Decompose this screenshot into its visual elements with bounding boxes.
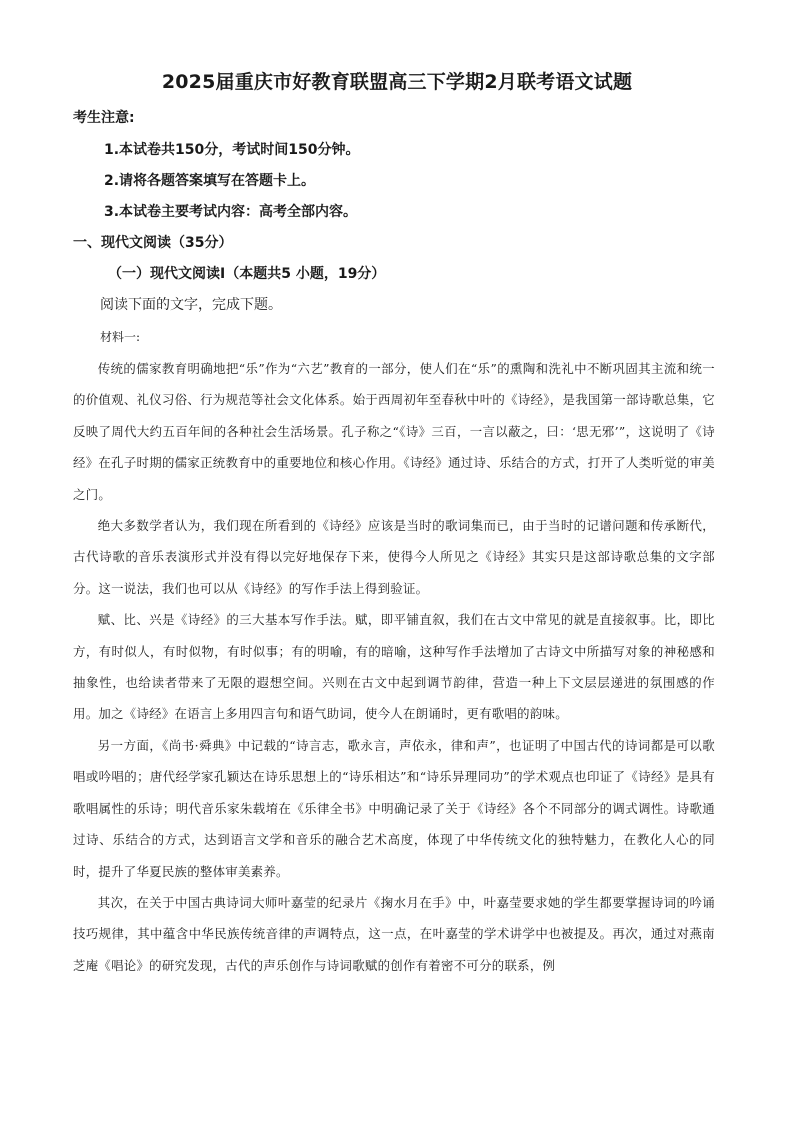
passage-paragraph-4: 另一方面，《尚书·舜典》中记载的“诗言志，歌永言，声依永，律和声”，也证明了中国古代的诗词都是可以歌唱或吟唱的；唐代经学家孔颖达在诗乐思想上的“诗乐相达”和“诗乐异理同功”的学术观点也印证了《诗经》是具有歌唱属性的乐诗；明代音乐家朱载堉在《乐律全书》中明确记录了关于《诗经》各个不同部分的调式调性。诗歌通过诗、乐结合的方式，达到语言文学和音乐的融合艺术高度，体现了中华传统文化的独特魅力，在教化人心的同时，提升了华夏民族的整体审美素养。 bbox=[73, 737, 715, 879]
notice-item-2: 2.请将各题答案填写在答题卡上。 bbox=[104, 173, 316, 189]
passage-paragraph-5: 其次，在关于中国古典诗词大师叶嘉莹的纪录片《掬水月在手》中，叶嘉莹要求她的学生都要掌握诗词的吟诵技巧规律，其中蕴含中华民族传统音律的声调特点，这一点，在叶嘉莹的学术讲学中也被提及。再次，通过对燕南芝庵《唱论》的研究发现，古代的声乐创作与诗词歌赋的创作有着密不可分的联系，例 bbox=[73, 894, 715, 973]
section-heading: 一、现代文阅读（35分） bbox=[73, 235, 233, 251]
passage-paragraph-2: 绝大多数学者认为，我们现在所看到的《诗经》应该是当时的歌词集而已，由于当时的记谱问题和传承断代，古代诗歌的音乐表演形式并没有得以完好地保存下来，使得今人所见之《诗经》其实只是这部诗歌总集的文字部分。这一说法，我们也可以从《诗经》的写作手法上得到验证。 bbox=[73, 518, 715, 596]
passage-paragraph-3: 赋、比、兴是《诗经》的三大基本写作手法。赋，即平铺直叙，我们在古文中常见的就是直接叙事。比，即比方，有时似人，有时似物，有时似事；有的明喻，有的暗喻，这种写作手法增加了古诗文中所描写对象的神秘感和抽象性，也给读者带来了无限的遐想空间。兴则在古文中起到调节韵律，营造一种上下文层层递进的氛围感的作用。加之《诗经》在语言上多用四言句和语气助词，使今人在朗诵时，更有歌唱的韵味。 bbox=[73, 612, 715, 722]
material-label: 材料一: bbox=[100, 330, 141, 344]
subsection-heading: （一）现代文阅读Ⅰ（本题共5 小题，19分） bbox=[108, 266, 386, 282]
passage-body bbox=[73, 353, 715, 981]
notice-item-3: 3.本试卷主要考试内容：高考全部内容。 bbox=[104, 204, 358, 220]
exam-title: 2025届重庆市好教育联盟高三下学期2月联考语文试题 bbox=[161, 71, 633, 93]
notice-heading: 考生注意: bbox=[73, 110, 135, 126]
notice-item-1: 1.本试卷共150分，考试时间150分钟。 bbox=[104, 142, 360, 158]
passage-paragraph-1: 传统的儒家教育明确地把“乐”作为“六艺”教育的一部分，使人们在“乐”的熏陶和洗礼中不断巩固其主流和统一的价值观、礼仪习俗、行为规范等社会文化体系。始于西周初年至春秋中叶的《诗经》，是我国第一部诗歌总集，它反映了周代大约五百年间的各种社会生活场景。孔子称之“《诗》三百，一言以蔽之，曰：‘思无邪’”，这说明了《诗经》在孔子时期的儒家正统教育中的重要地位和核心作用。《诗经》通过诗、乐结合的方式，打开了人类听觉的审美之门。 bbox=[73, 361, 715, 502]
reading-instruction: 阅读下面的文字，完成下题。 bbox=[100, 297, 282, 313]
